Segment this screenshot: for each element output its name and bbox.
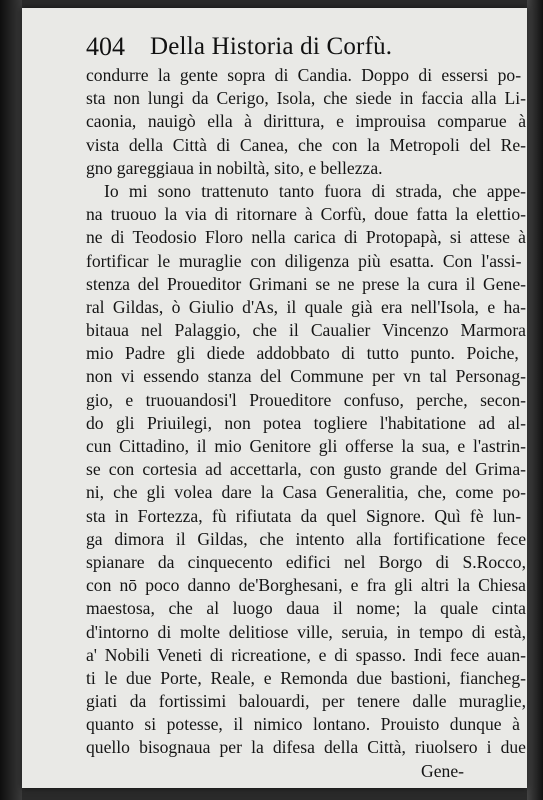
text-line: con nō poco danno de'Borghesani, e fra gli altri la Chiesa [86,575,526,596]
text-line: spianare da cinquecento edifici nel Borgo di S.Rocco, [86,551,526,572]
text-line: ral Gildas, ò Giulio d'As, il quale già era nell'Isola, e ha- [86,296,526,317]
text-line: do gli Priuilegi, non potea togliere l'habitatione ad al- [86,412,526,433]
text-line: maestosa, che al luogo daua il nome; la quale cinta [86,598,526,619]
text-line: gno gareggiaua in nobiltà, sito, e bellezza. [86,157,383,178]
text-line: ne di Teodosio Floro nella carica di Protopapà, si attese à [86,227,526,248]
text-line: ni, che gli volea dare la Casa Generalitia, che, come po- [86,482,526,503]
text-line: na truouo la via di ritornare à Corfù, doue fatta la elettio- [86,204,526,225]
text-line: Io mi sono trattenuto tanto fuora di strada, che appe- [104,180,526,201]
text-line: gio, e truouandosi'l Proueditore confuso, perche, secon- [86,389,526,410]
text-line: sta in Fortezza, fù rifiutata da quel Signore. Quì fè lun- [86,505,522,526]
text-line: ti le due Porte, Reale, e Remonda due bastioni, fiancheg- [86,667,526,688]
text-line: vista della Città di Canea, che con la Metropoli del Re- [86,134,526,155]
text-line: mio Padre gli diede addobbato di tutto punto. Poiche, [86,343,519,364]
text-line: fortificar le muraglie con diligenza più esatta. Con l'assi- [86,250,522,271]
body-text [86,64,526,783]
text-line: stenza del Proueditor Grimani se ne prese la cura il Gene- [86,273,526,294]
text-line: bitaua nel Palaggio, che il Caualier Vincenzo Marmora [86,320,526,341]
text-line: sta non lungi da Cerigo, Isola, che siede in faccia alla Li- [86,88,526,109]
text-line: d'intorno di molte delitiose ville, seruia, in tempo di està, [86,621,526,642]
book-edge-right [527,0,543,800]
text-line: quello bisognaua per la difesa della Città, riuolsero i due [86,737,526,758]
text-line: se con cortesia ad accettarla, con gusto grande del Grima- [86,459,526,480]
text-line: ga dimora il Gildas, che intento alla fortificatione fece [86,528,526,549]
text-line: condurre la gente sopra di Candia. Doppo di essersi po- [86,65,522,85]
text-line: cun Cittadino, il mio Genitore gli offerse la sua, e l'astrin- [86,436,526,456]
page-number: 404 [86,32,125,61]
text-line: quanto si potesse, il nimico lontano. Prouisto dunque à [86,714,520,735]
book-gutter-left [0,0,22,800]
page-header [86,32,526,68]
text-line: caonia, nauigò ella à dirittura, e improuisa comparue à [86,111,526,132]
running-head: Della Historia di Corfù. [150,33,393,60]
text-line: a' Nobili Veneti di ricreatione, e di spasso. Indi fece auan- [86,644,526,665]
book-page [22,8,527,788]
text-line: non vi essendo stanza del Commune per vn tal Personag- [86,366,526,387]
catchword: Gene- [421,760,464,781]
text-line: giati da fortissimi balouardi, per tenere dalle muraglie, [86,691,526,712]
